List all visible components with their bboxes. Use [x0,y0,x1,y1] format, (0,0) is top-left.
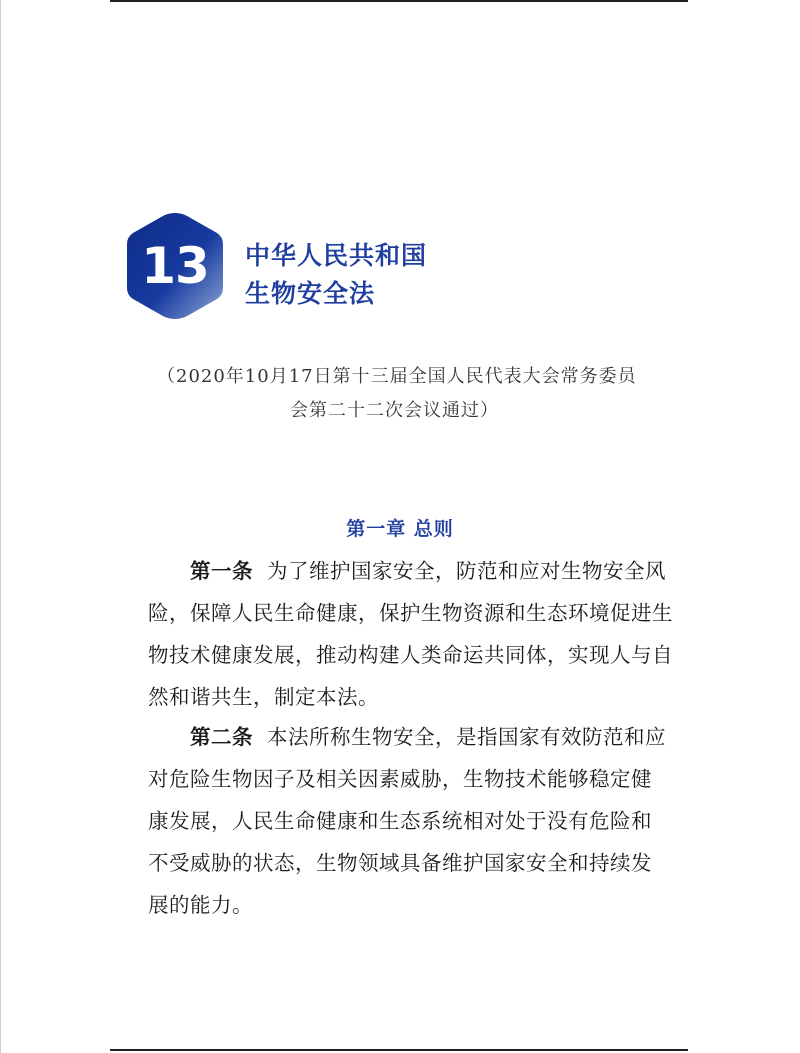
adoption-note-line2: 会第二十二次会议通过） [290,400,499,421]
chapter-heading: 第一章 总则 [346,518,454,540]
adoption-note-line1: （2020年10月17日第十三届全国人民代表大会常务委员 [157,366,637,387]
article-2-line-5: 展的能力。 [148,893,253,917]
law-title-line1: 中华人民共和国 [245,241,428,270]
law-title-line2: 生物安全法 [245,279,376,308]
article-1-line-2: 险，保障人民生命健康，保护生物资源和生态环境促进生 [148,601,673,625]
article-1-line-1 [190,554,710,584]
article-2-line-4: 不受威胁的状态，生物领域具备维护国家安全和持续发 [148,851,652,875]
article-1-line-3: 物技术健康发展，推动构建人类命运共同体，实现人与自 [148,643,673,667]
article-2-line-3: 康发展，人民生命健康和生态系统相对处于没有危险和 [148,809,652,833]
badge-number: 13 [141,237,209,295]
top-rule [110,0,688,2]
article-1-label: 第一条 [190,559,253,583]
article-2-text-1: 本法所称生物安全，是指国家有效防范和应 [267,725,666,749]
article-2-label: 第二条 [190,725,253,749]
article-2-line-2: 对危险生物因子及相关因素威胁，生物技术能够稳定健 [148,767,652,791]
article-2-line-1 [190,720,710,750]
bottom-rule [110,1049,688,1051]
article-1-line-4: 然和谐共生，制定本法。 [148,685,379,709]
law-number-badge [122,210,228,322]
article-1-text-1: 为了维护国家安全，防范和应对生物安全风 [267,559,666,583]
